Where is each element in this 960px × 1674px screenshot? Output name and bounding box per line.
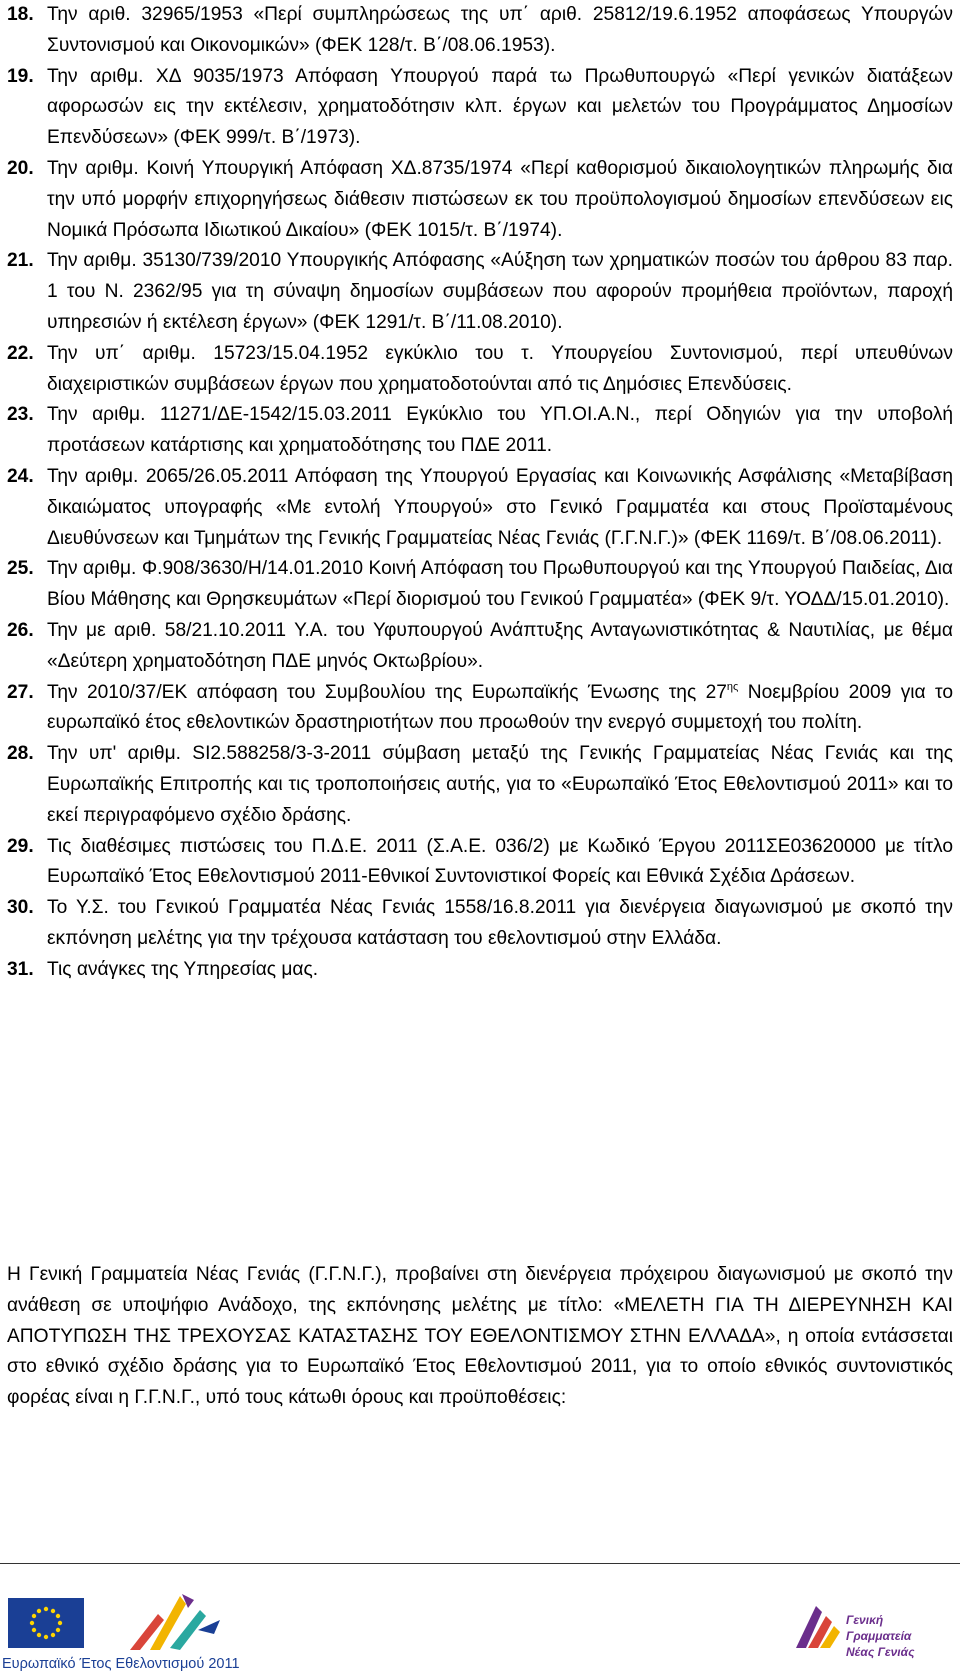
list-item: [7, 462, 953, 554]
item-text: Την με αριθ. 58/21.10.2011 Υ.Α. του Υφυπουργού Ανάπτυξης Ανταγωνιστικότητας & Ναυτιλίας, με θέμα «Δεύτερη χρηματοδότηση ΠΔΕ μηνός Οκτωβρίου».: [47, 619, 953, 672]
item-text: Την αριθμ. ΧΔ 9035/1973 Απόφαση Υπουργού παρά τω Πρωθυπουργώ «Περί γενικών διατάξεων αφορωσών εις την εκτέλεσιν, χρηματοδότησιν κλπ. έργων και μελετών του Προγράμματος Δημοσίων Επενδύσεων» (ΦΕΚ 999/τ. Β΄/1973).: [47, 65, 953, 149]
european-year-volunteering-logo: [0, 1590, 250, 1674]
item-text: Τις ανάγκες της Υπηρεσίας μας.: [47, 958, 319, 980]
item-number: 21.: [7, 250, 34, 272]
list-item: [7, 400, 953, 462]
item-text-before-sup: Την 2010/37/ΕΚ απόφαση του Συμβουλίου της Ευρωπαϊκής Ένωσης της 27: [47, 681, 727, 703]
list-item: [7, 678, 953, 740]
item-number: 27.: [7, 681, 34, 703]
item-number: 29.: [7, 835, 34, 857]
logo-caption: Ευρωπαϊκό Έτος Εθελοντισμού 2011: [2, 1656, 240, 1672]
item-number: 20.: [7, 157, 34, 179]
item-number: 19.: [7, 65, 34, 87]
item-number: 25.: [7, 558, 34, 580]
list-item: [7, 246, 953, 338]
item-text-after-sup: Νοεμβρίου 2009 για το ευρωπαϊκό έτος εθελοντικών δραστηριοτήτων που προωθούν την ενεργό συμμετοχή του πολίτη.: [47, 681, 953, 734]
item-text: Την αριθμ. 11271/ΔΕ-1542/15.03.2011 Εγκύκλιο του ΥΠ.ΟΙ.Α.Ν., περί Οδηγιών για την υποβολή προτάσεων κατάρτισης και χρηματοδότησης του ΠΔΕ 2011.: [47, 404, 953, 457]
item-number: 26.: [7, 619, 34, 641]
item-text: Την αριθμ. Κοινή Υπουργική Απόφαση ΧΔ.8735/1974 «Περί καθορισμού δικαιολογητικών πληρωμής δια την υπό μορφήν επιχορηγήσεως διάθεσιν πιστώσεων εκ του προϋπολογισμού δημοσίων επενδύσεων εις Νομικά Πρόσωπα Ιδιωτικού Δικαίου» (ΦΕΚ 1015/τ. Β΄/1974).: [47, 157, 953, 241]
item-text: Το Υ.Σ. του Γενικού Γραμματέα Νέας Γενιάς 1558/16.8.2011 για διενέργεια διαγωνισμού με σκοπό την εκπόνηση μελέτης για την τρέχουσα κατάσταση του εθελοντισμού στην Ελλάδα.: [47, 897, 953, 949]
general-secretariat-youth-logo: [790, 1600, 950, 1660]
logo-line-2: Νέας Γενιάς: [846, 1645, 915, 1659]
item-number: 24.: [7, 465, 34, 487]
list-item: [7, 339, 953, 401]
ggng-emblem-icon: [790, 1602, 842, 1654]
item-number: 30.: [7, 897, 34, 919]
list-item: [7, 893, 953, 955]
item-text: Την υπ΄ αριθμ. 15723/15.04.1952 εγκύκλιο του τ. Υπουργείου Συντονισμού, περί υπευθύνων διαχειριστικών συμβάσεων έργων που χρηματοδοτούνται από τις Δημόσιες Επενδύσεις.: [47, 342, 953, 395]
closing-paragraph: Η Γενική Γραμματεία Νέας Γενιάς (Γ.Γ.Ν.Γ.), προβαίνει στη διενέργεια πρόχειρου διαγωνισμού με σκοπό την ανάθεση σε υποψήφιο Ανάδοχο, της εκπόνησης μελέτης με τίτλο: «ΜΕΛΕΤΗ ΓΙΑ ΤΗ ΔΙΕΡΕΥΝΗΣΗ ΚΑΙ ΑΠΟΤΥΠΩΣΗ ΤΗΣ ΤΡΕΧΟΥΣΑΣ ΚΑΤΑΣΤΑΣΗΣ ΤΟΥ ΕΘΕΛΟΝΤΙΣΜΟΥ ΣΤΗΝ ΕΛΛΑΔΑ», η οποία εντάσσεται στο εθνικό σχέδιο δράσης για το Ευρωπαϊκό Έτος Εθελοντισμού 2011, για το οποίο εθνικός συντονιστικός φορέας είναι η Γ.Γ.Ν.Γ., υπό τους κάτωθι όρους και προϋποθέσεις:: [7, 1264, 953, 1409]
item-number: 28.: [7, 743, 34, 765]
list-item: [7, 739, 953, 831]
eu-stars-icon: [8, 1598, 84, 1648]
item-text: Τις διαθέσιμες πιστώσεις του Π.Δ.Ε. 2011 (Σ.Α.Ε. 036/2) με Κωδικό Έργου 2011ΣΕ03620000 με τίτλο Ευρωπαϊκό Έτος Εθελοντισμού 2011-Εθνικοί Συντονιστικοί Φορείς και Εθνικά Σχέδια Δράσεων.: [47, 835, 953, 888]
item-number: 31.: [7, 958, 34, 980]
list-item: [7, 616, 953, 678]
considerations-list: [7, 0, 953, 986]
item-text: Την αριθμ. 2065/26.05.2011 Απόφαση της Υπουργού Εργασίας και Κοινωνικής Ασφάλισης «Μεταβίβαση δικαιώματος υπογραφής «Με εντολή Υπουργού» στο Γενικό Γραμματέα και στους Προϊσταμένους Διευθύνσεων και Τμημάτων της Γενικής Γραμματείας Νέας Γενιάς (Γ.Γ.Ν.Γ.)» (ΦΕΚ 1169/τ. Β΄/08.06.2011).: [47, 465, 953, 549]
ordinal-superscript: ης: [726, 680, 739, 693]
item-text: Την υπ' αριθμ. SI2.588258/3-3-2011 σύμβαση μεταξύ της Γενικής Γραμματείας Νέας Γενιάς και της Ευρωπαϊκής Επιτροπής και τις τροποποιήσεις αυτής, για το «Ευρωπαϊκό Έτος Εθελοντισμού 2011» και το εκεί περιγραφόμενο σχέδιο δράσης.: [47, 743, 953, 826]
eu-flag-icon: [8, 1598, 84, 1648]
list-item: [7, 955, 953, 986]
item-number: 18.: [7, 4, 34, 25]
item-number: 22.: [7, 342, 34, 364]
item-text: Την αριθ. 32965/1953 «Περί συμπληρώσεως της υπ΄ αριθ. 25812/19.6.1952 αποφάσεως Υπουργών Συντονισμού και Οικονομικών» (ΦΕΚ 128/τ. Β΄/08.06.1953).: [47, 4, 953, 56]
footer-divider: [0, 1563, 960, 1564]
list-item: [7, 154, 953, 246]
item-text: Την αριθμ. Φ.908/3630/Η/14.01.2010 Κοινή Απόφαση του Πρωθυπουργού και της Υπουργού Παιδείας, Δια Βίου Μάθησης και Θρησκευμάτων «Περί διορισμού του Γενικού Γραμματέα» (ΦΕΚ 9/τ. ΥΟΔΔ/15.01.2010).: [47, 558, 953, 611]
item-text: [47, 678, 953, 740]
item-text: Την αριθμ. 35130/739/2010 Υπουργικής Απόφασης «Αύξηση των χρηματικών ποσών του άρθρου 83 παρ. 1 του Ν. 2362/95 για τη σύναψη δημοσίων συμβάσεων που αφορούν προμήθεια προϊόντων, παροχή υπηρεσιών ή εκτέλεση έργων» (ΦΕΚ 1291/τ. Β΄/11.08.2010).: [47, 250, 953, 333]
item-number: 23.: [7, 404, 34, 426]
logo-line-1: Γενική Γραμματεία: [846, 1613, 912, 1643]
ggng-logo-text: [846, 1612, 950, 1660]
list-item: [7, 62, 953, 154]
list-item: [7, 0, 953, 62]
list-item: [7, 554, 953, 616]
list-item: [7, 832, 953, 894]
volunteering-figure-icon: [110, 1590, 230, 1656]
